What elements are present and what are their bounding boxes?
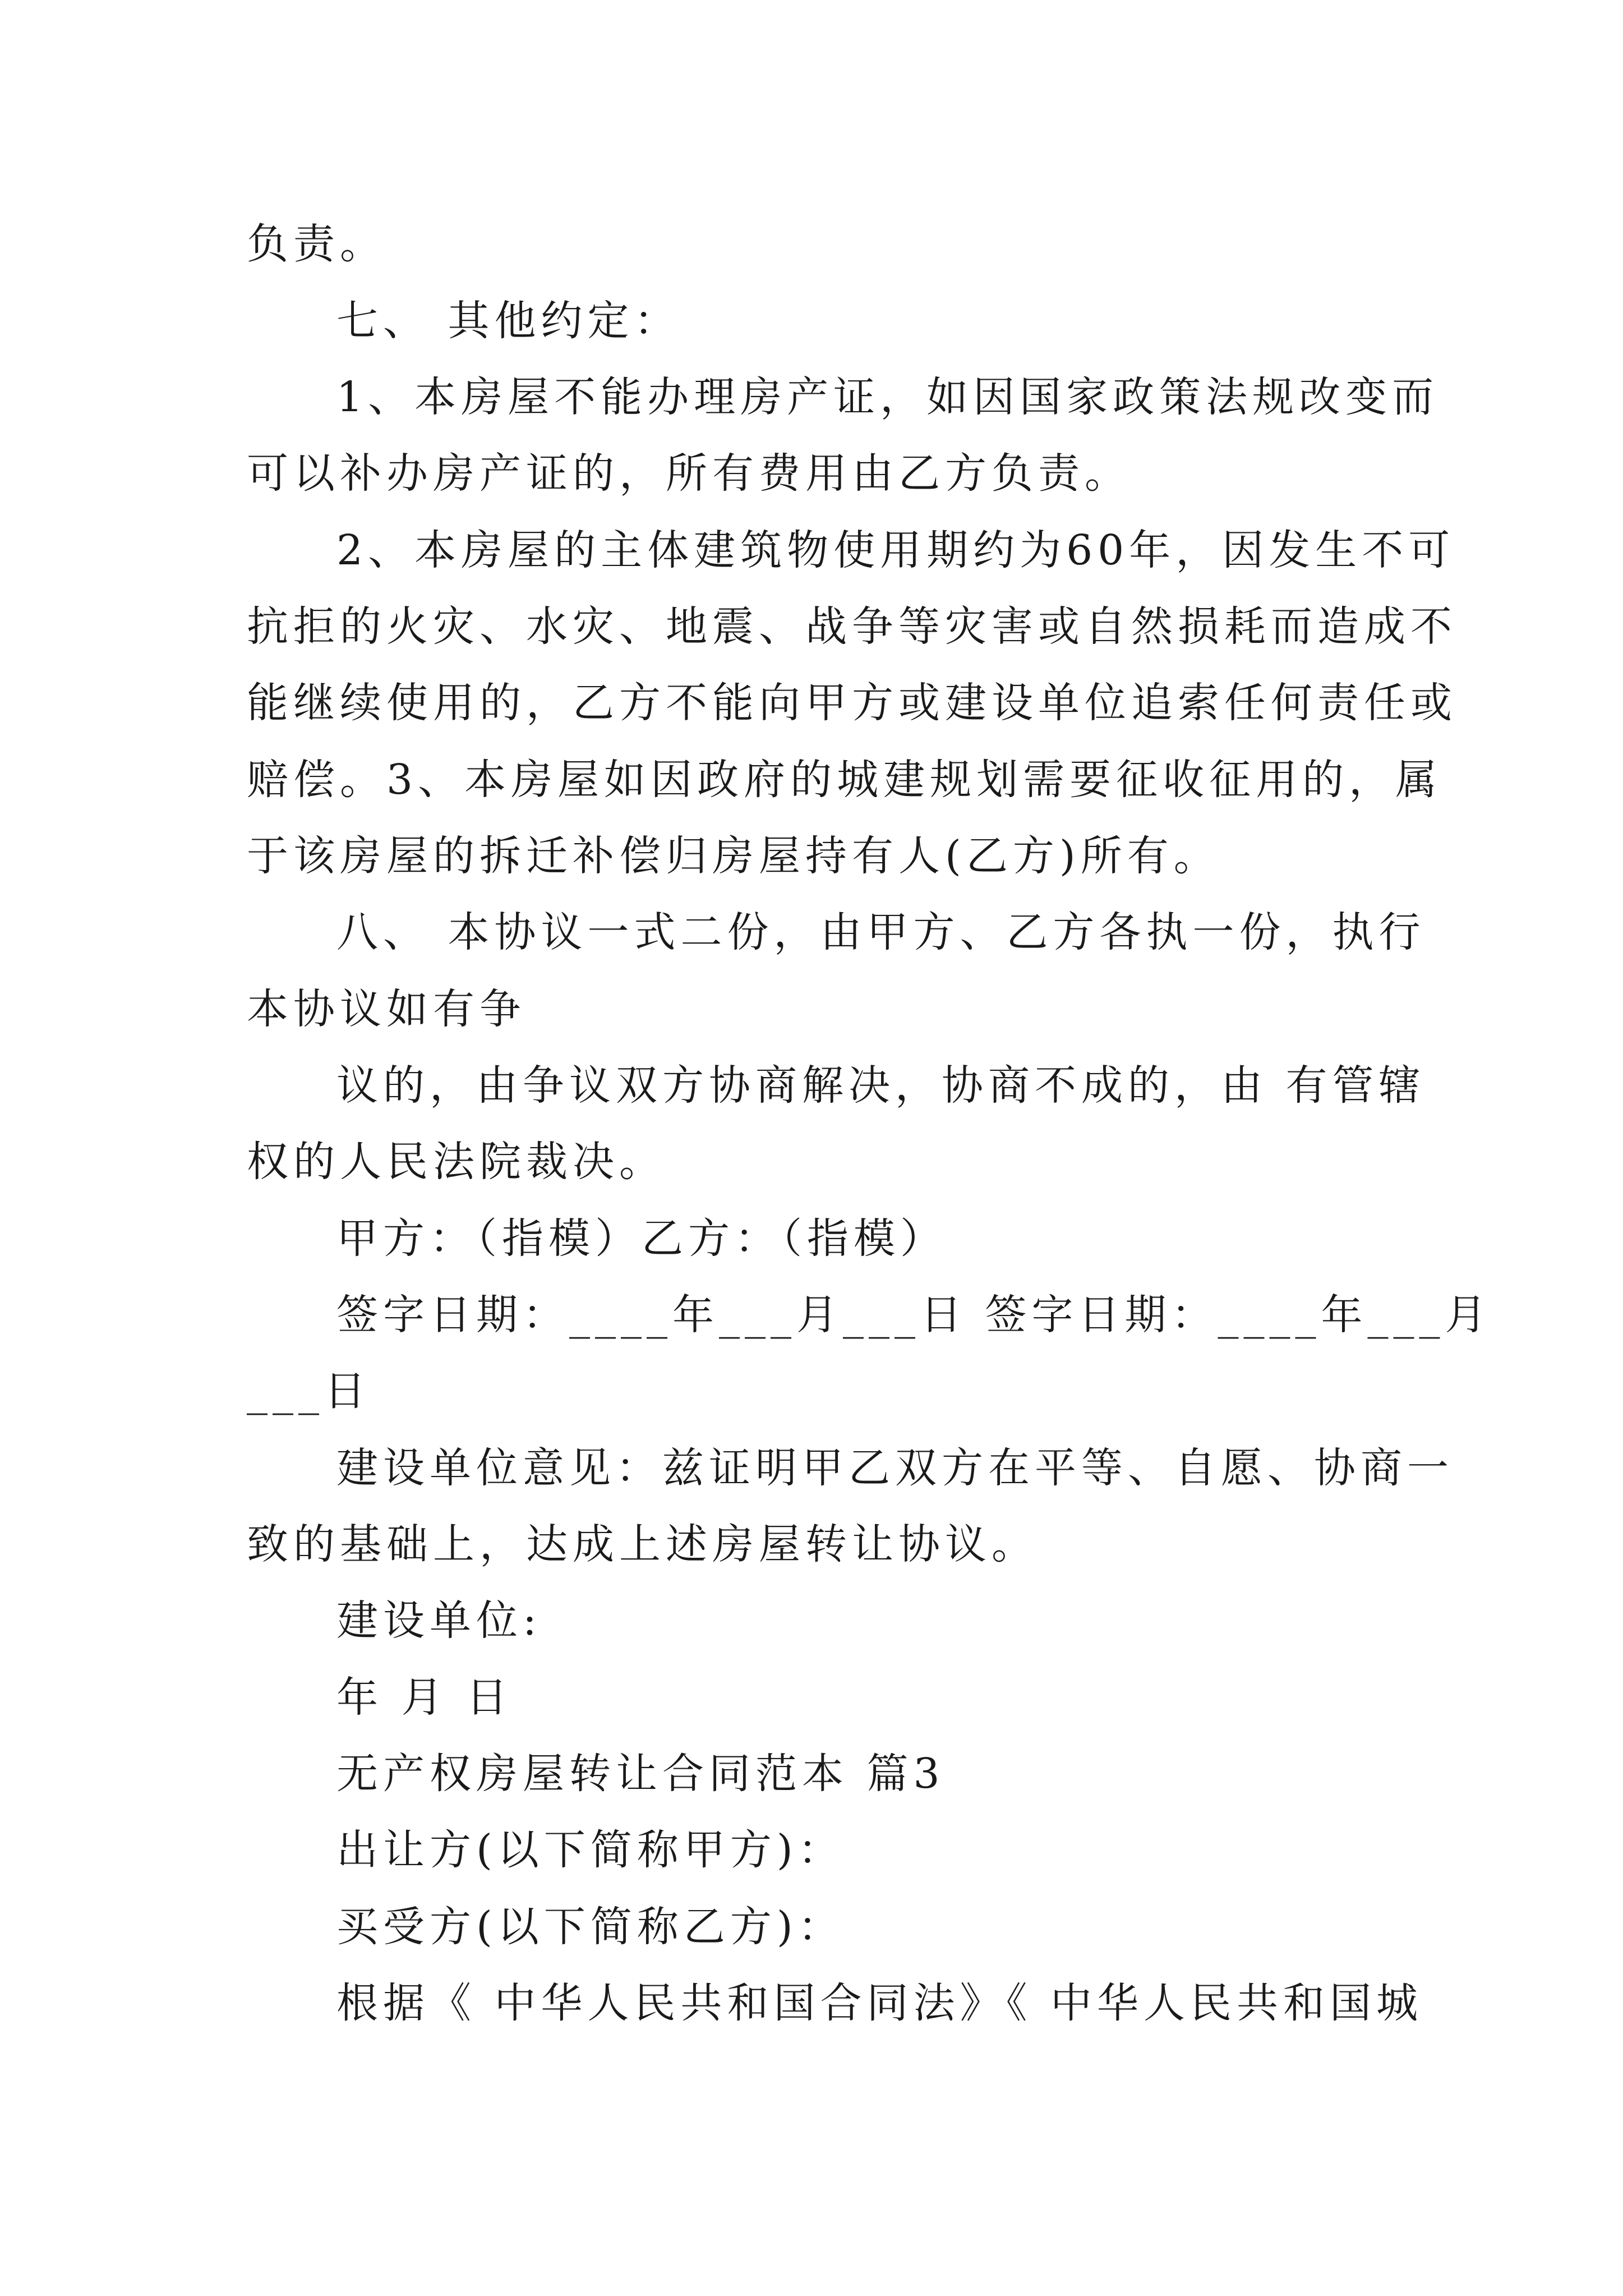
party-line: 买受方(以下简称乙方)： xyxy=(336,1903,845,1951)
text-line: 2、本房屋的主体建筑物使用期约为60年，因发生不可 xyxy=(336,526,1455,574)
text-line: 于该房屋的拆迁补偿归房屋持有人(乙方)所有。 xyxy=(247,832,1220,880)
text-line: 负责。 xyxy=(247,220,386,268)
signature-line: 甲方：（指模）乙方：（指模） xyxy=(336,1214,947,1263)
text-line: 议的，由争议双方协商解决，协商不成的，由 有管辖 xyxy=(336,1061,1426,1110)
section-heading: 八、 本协议一式二份，由甲方、乙方各执一份，执行 xyxy=(336,908,1426,956)
text-line: 可以补办房产证的，所有费用由乙方负责。 xyxy=(247,449,1131,498)
text-line: 能继续使用的，乙方不能向甲方或建设单位追索任何责任或 xyxy=(247,679,1457,727)
date-line: ___日 xyxy=(247,1367,371,1415)
text-line: 抗拒的火灾、水灾、地震、战争等灾害或自然损耗而造成不 xyxy=(247,602,1457,651)
text-line: 致的基础上，达成上述房屋转让协议。 xyxy=(247,1520,1038,1568)
text-line: 本协议如有争 xyxy=(247,985,526,1033)
text-line: 建设单位: xyxy=(336,1596,542,1645)
document-title: 无产权房屋转让合同范本 篇3 xyxy=(336,1750,945,1798)
text-line: 建设单位意见：兹证明甲乙双方在平等、自愿、协商一 xyxy=(336,1444,1454,1492)
text-line: 1、本房屋不能办理房产证，如因国家政策法规改变而 xyxy=(336,373,1439,421)
text-line: 根据《 中华人民共和国合同法》《 中华人民共和国城 xyxy=(336,1979,1423,2027)
date-line: 签字日期：____年___月___日 签字日期：____年___月 xyxy=(336,1291,1492,1339)
text-line: 权的人民法院裁决。 xyxy=(247,1138,666,1186)
date-line: 年 月 日 xyxy=(336,1673,513,1722)
party-line: 出让方(以下简称甲方)： xyxy=(336,1826,845,1874)
section-heading: 七、 其他约定： xyxy=(336,297,681,345)
text-line: 赔偿。3、本房屋如因政府的城建规划需要征收征用的，属 xyxy=(247,756,1442,804)
